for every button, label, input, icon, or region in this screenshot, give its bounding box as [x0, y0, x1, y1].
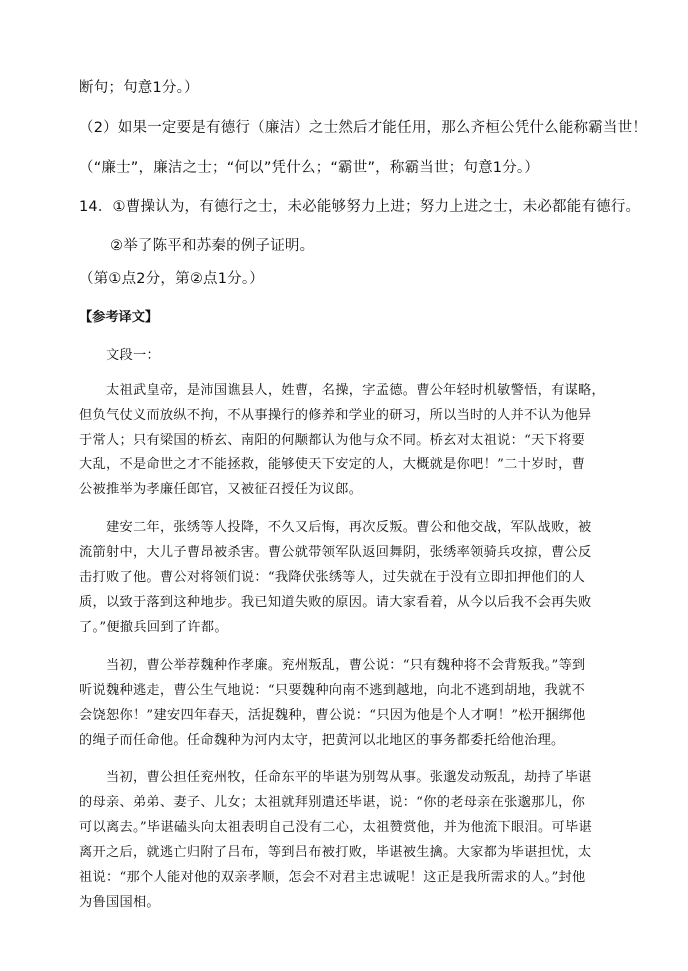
answer-line-6: （第①点2分，第②点1分。）	[79, 271, 264, 287]
text-line: 公被推举为孝廉任郎官，又被征召授任为议郎。	[79, 482, 363, 497]
answer-line-5: ②举了陈平和苏秦的例子证明。	[110, 238, 315, 254]
text-line: 会饶恕你！”建安四年春天，活捉魏种，曹公说：“只因为他是个人才啊！”松开捆绑他	[79, 708, 586, 723]
answer-line-2: （2）如果一定要是有德行（廉洁）之士然后才能任用，那么齐桓公凭什么能称霸当世！	[79, 120, 648, 136]
text-line: 当初，曹公担任兖州牧，任命东平的毕谌为别驾从事。张邈发动叛乱，劫持了毕谌	[106, 770, 592, 785]
text-line: 为鲁国国相。	[79, 895, 160, 910]
answer-line-1: 断句；句意1分。）	[79, 80, 199, 96]
text-line: 可以离去。”毕谌磕头向太祖表明自己没有二心，太祖赞赏他，并为他流下眼泪。可毕谌	[79, 820, 592, 835]
text-line: 的绳子而任命他。任命魏种为河内太守，把黄河以北地区的事务都委托给他治理。	[79, 733, 565, 748]
text-line: 流箭射中，大儿子曹昂被杀害。曹公就带领军队返回舞阴，张绣率领骑兵攻掠，曹公反	[79, 545, 592, 560]
text-line: 质，以致于落到这种地步。我已知道失败的原因。请大家看着，从今以后我不会再失败	[79, 595, 592, 610]
text-line: 的母亲、弟弟、妻子、儿女；太祖就拜别遣还毕谌，说：“你的老母亲在张邈那儿，你	[79, 795, 586, 810]
text-line: 当初，曹公举荐魏种作孝廉。兖州叛乱，曹公说：“只有魏种将不会背叛我。”等到	[106, 658, 586, 673]
text-line: 但负气仗义而放纵不拘，不从事操行的修养和学业的研习，所以当时的人并不认为他异	[79, 408, 592, 423]
answer-line-4: 14．①曹操认为，有德行之士，未必能够努力上进；努力上进之士，未必都能有德行。	[79, 199, 641, 215]
text-line: 听说魏种逃走，曹公生气地说：“只要魏种向南不逃到越地，向北不逃到胡地，我就不	[79, 683, 586, 698]
text-line: 击打败了他。曹公对将领们说：“我降伏张绣等人，过失就在于没有立即扣押他们的人	[79, 570, 586, 585]
text-line: 于常人；只有梁国的桥玄、南阳的何颙都认为他与众不同。桥玄对太祖说：“天下将要	[79, 433, 586, 448]
text-line: 大乱，不是命世之才不能拯救，能够使天下安定的人，大概就是你吧！”二十岁时，曹	[79, 457, 586, 472]
text-line: 太祖武皇帝，是沛国谯县人，姓曹，名操，字孟德。曹公年轻时机敏警悟，有谋略，	[106, 383, 606, 398]
text-line: 了。”便撤兵回到了许都。	[79, 620, 228, 635]
text-line: 祖说：“那个人能对他的双亲孝顺，怎会不对君主忠诚呢！这正是我所需求的人。”封他	[79, 870, 586, 885]
section-label: 文段一：	[106, 348, 160, 363]
answer-line-3: （“廉士”，廉洁之士；“何以”凭什么；“霸世”，称霸当世；句意1分。）	[79, 160, 540, 176]
text-line: 离开之后，就逃亡归附了吕布，等到吕布被打败，毕谌被生擒。大家都为毕谌担忧，太	[79, 845, 592, 860]
text-line: 建安二年，张绣等人投降，不久又后悔，再次反叛。曹公和他交战，军队战败，被	[106, 520, 592, 535]
translation-heading: 【参考译文】	[79, 310, 159, 325]
